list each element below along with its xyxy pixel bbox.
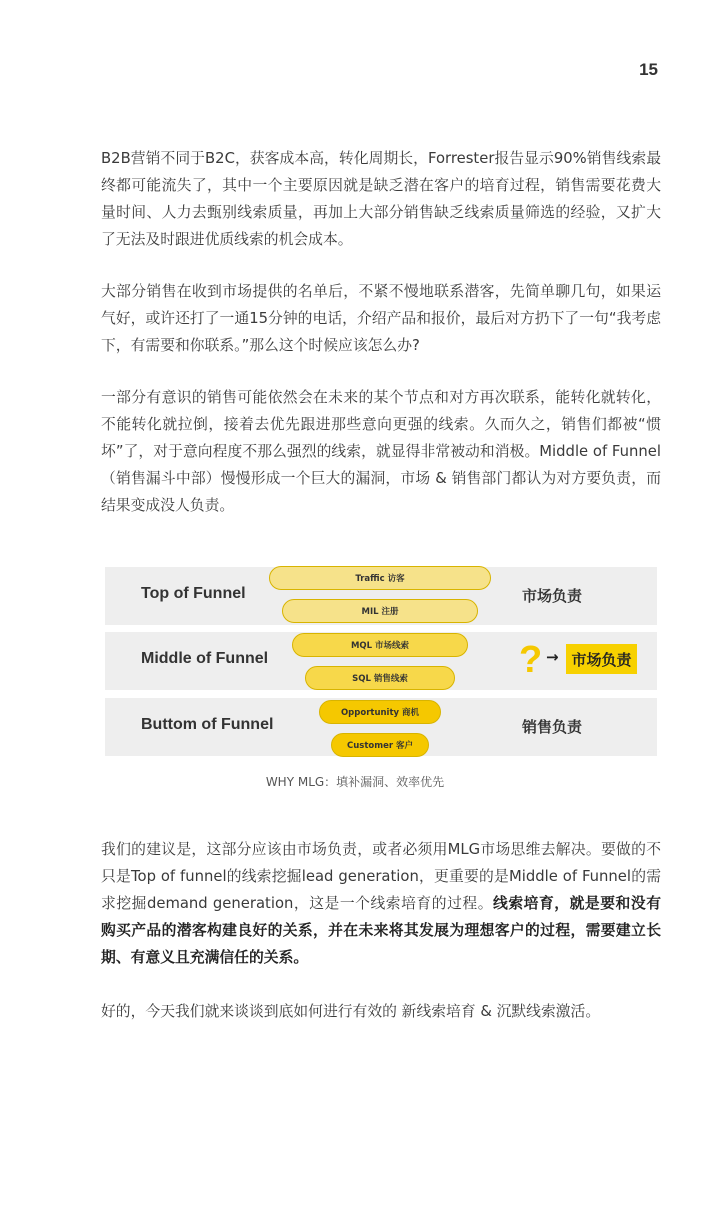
owner-label-top: 市场负责 xyxy=(522,587,583,605)
stage-label-bottom: Buttom of Funnel xyxy=(141,716,274,733)
stage-label-top: Top of Funnel xyxy=(141,585,246,602)
question-mark-icon: ? xyxy=(519,639,543,681)
paragraph-2: 大部分销售在收到市场提供的名单后，不紧不慢地联系潜客，先简单聊几句，如果运气好，或许还打了一通15分钟的电话，介绍产品和报价，最后对方扔下了一句“我考虑下，有需要和你联系。”那么这个时候应该怎么办? xyxy=(101,283,661,354)
paragraph-5: 好的，今天我们就来谈谈到底如何进行有效的 新线索培育 & 沉默线索激活。 xyxy=(101,1003,601,1020)
paragraph-4-bold: 线索培育，就是要和没有购买产品的潜客构建良好的关系，并在未来将其发展为理想客户的过程，需要建立长期、有意义且充满信任的关系。 xyxy=(101,895,661,966)
funnel-pill-opportunity: Opportunity 商机 xyxy=(319,700,441,724)
owner-label-middle: 市场负责 xyxy=(566,644,637,674)
arrow-right-icon: → xyxy=(546,648,559,666)
paragraph-1: B2B营销不同于B2C，获客成本高，转化周期长，Forrester报告显示90%销售线索最终都可能流失了，其中一个主要原因就是缺乏潜在客户的培育过程，销售需要花费大量时间、人力去甄别线索质量，再加上大部分销售缺乏线索质量筛选的经验，又扩大了无法及时跟进优质线索的机会成本。 xyxy=(101,150,661,248)
funnel-pill-mql: MQL 市场线索 xyxy=(292,633,468,657)
funnel-pill-customer: Customer 客户 xyxy=(331,733,429,757)
funnel-pill-traffic: Traffic 访客 xyxy=(269,566,491,590)
funnel-pill-mil: MIL 注册 xyxy=(282,599,478,623)
figure-caption: WHY MLG：填补漏洞、效率优先 xyxy=(265,775,445,789)
paragraph-3: 一部分有意识的销售可能依然会在未来的某个节点和对方再次联系，能转化就转化，不能转化就拉倒，接着去优先跟进那些意向更强的线索。久而久之，销售们都被“惯坏”了，对于意向程度不那么强烈的线索，就显得非常被动和消极。Middle of Funnel（销售漏斗中部）慢慢形成一个巨大的漏洞，市场 & 销售部门都认为对方要负责，而结果变成没人负责。 xyxy=(101,389,661,514)
paragraph-4 xyxy=(101,836,661,971)
funnel-diagram xyxy=(105,564,657,760)
owner-label-bottom: 销售负责 xyxy=(522,718,583,736)
paragraph-4-text: 我们的建议是，这部分应该由市场负责，或者必须用MLG市场思维去解决。要做的不只是Top of funnel的线索挖掘lead generation，更重要的是Middle of Funnel的需求挖掘demand generation，这是一个线索培育的过程。 xyxy=(101,841,661,912)
page-number: 15 xyxy=(639,60,658,79)
stage-label-middle: Middle of Funnel xyxy=(141,650,269,667)
funnel-pill-sql: SQL 销售线索 xyxy=(305,666,455,690)
